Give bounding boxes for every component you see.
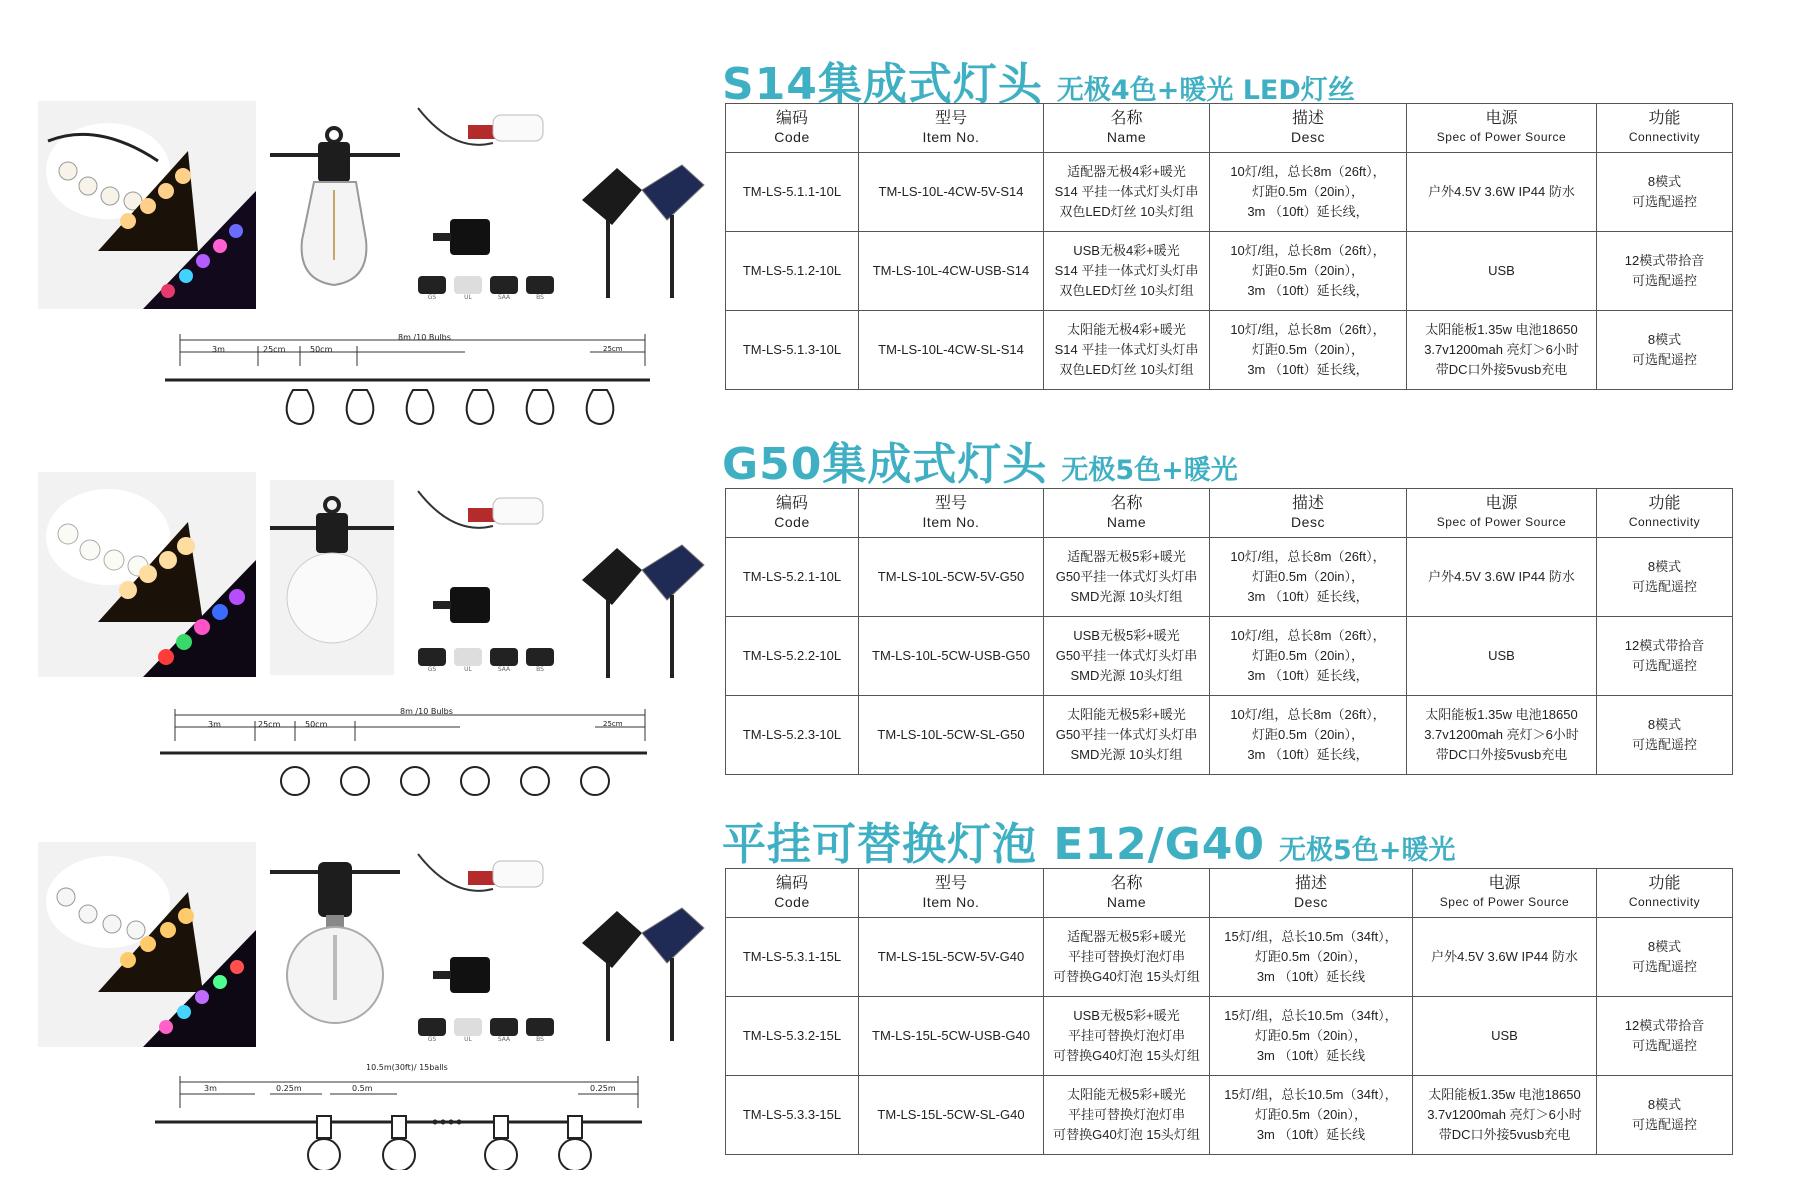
desc-cell-line: 灯距0.5m（20in）， [1255,1107,1367,1122]
function-cell-line: 8模式 [1647,717,1682,732]
plug-icon [490,276,518,294]
plug-icon [454,276,482,294]
name-cell-line: USB无极4彩+暖光 [1073,243,1180,258]
desc-cell-line: 15灯/组，总长10.5m（34ft）， [1224,1087,1398,1102]
spec-table-s14 [725,103,1733,390]
power-cell [1407,311,1597,390]
plug-icon [418,276,446,294]
function-cell-line: 可选配遥控 [1631,658,1697,673]
header-name: 名称 Name [1044,104,1210,153]
item-number-cell: TM-LS-10L-5CW-5V-G50 [859,538,1044,617]
power-cell [1407,696,1597,775]
plug-icon [526,276,554,294]
power-cell-line: 户外4.5V 3.6W IP44 防水 [1428,184,1575,199]
plug-types: GS UL SAA BS [418,648,566,678]
diagram-seg-label: 50cm [310,345,333,354]
name-cell-line: SMD光源 10头灯组 [1070,589,1183,604]
header-code: 编码 Code [726,104,859,153]
name-cell-line: G50平挂一体式灯头灯串 [1055,648,1198,663]
diagram-seg-label: 25cm [603,345,623,353]
name-cell-line: 平挂可替换灯泡灯串 [1067,1107,1185,1122]
desc-cell-line: 3m （10ft）延长线， [1247,668,1369,683]
desc-cell [1210,153,1407,232]
power-cell-line: 带DC口外接5vusb充电 [1438,1127,1571,1142]
header-name: 名称 Name [1044,869,1210,918]
function-cell-line: 12模式带拾音 [1624,638,1705,653]
adapter-photo [428,945,508,1005]
function-cell-line: 可选配遥控 [1631,959,1697,974]
item-number-cell: TM-LS-10L-4CW-SL-S14 [859,311,1044,390]
power-cell-line: 带DC口外接5vusb充电 [1435,362,1568,377]
header-power: 电源 Spec of Power Source [1413,869,1597,918]
desc-cell-line: 10灯/组，总长8m（26ft）， [1230,707,1386,722]
power-cell-line: USB [1488,263,1515,278]
table-row [726,997,1733,1076]
desc-cell-line: 3m （10ft）延长线， [1247,362,1369,377]
header-item: 型号 Item No. [859,869,1044,918]
name-cell [1044,617,1210,696]
desc-cell-line: 3m （10ft）延长线， [1247,204,1369,219]
power-cell-line: 太阳能板1.35w 电池18650 [1428,1087,1581,1102]
function-cell-line: 8模式 [1647,939,1682,954]
code-cell: TM-LS-5.2.1-10L [726,538,859,617]
desc-cell [1210,311,1407,390]
diagram-seg-label: 3m [204,1084,217,1093]
name-cell [1044,311,1210,390]
section-3-title: 平挂可替换灯泡 E12/G40 [722,819,1266,870]
diagram-seg-label: 50cm [305,720,328,729]
power-cell [1407,538,1597,617]
power-cell-line: 带DC口外接5vusb充电 [1435,747,1568,762]
function-cell-line: 8模式 [1647,1097,1682,1112]
adapter-photo [428,575,508,635]
desc-cell-line: 10灯/组，总长8m（26ft）， [1230,243,1386,258]
solar-panel-photo [572,530,707,680]
name-cell-line: 适配器无极5彩+暖光 [1067,549,1186,564]
name-cell [1044,538,1210,617]
header-function: 功能 Connectivity [1597,489,1733,538]
function-cell [1597,311,1733,390]
table-row [726,918,1733,997]
desc-cell [1210,232,1407,311]
header-desc: 描述 Desc [1210,104,1407,153]
function-cell-line: 可选配遥控 [1631,579,1697,594]
function-cell [1597,232,1733,311]
header-desc: 描述 Desc [1210,489,1407,538]
function-cell [1597,617,1733,696]
power-cell [1407,153,1597,232]
section-2-heading [722,428,1238,492]
header-power: 电源 Spec of Power Source [1407,489,1597,538]
function-cell-line: 可选配遥控 [1631,273,1697,288]
function-cell-line: 12模式带拾音 [1624,253,1705,268]
diagram-seg-label: 0.25m [276,1084,302,1093]
header-desc: 描述 Desc [1210,869,1413,918]
diagram-seg-label: 3m [208,720,221,729]
desc-cell-line: 10灯/组，总长8m（26ft）， [1230,628,1386,643]
function-cell [1597,918,1733,997]
header-function: 功能 Connectivity [1597,869,1733,918]
plug-icon [526,1018,554,1036]
name-cell-line: 双色LED灯丝 10头灯组 [1059,283,1194,298]
diagram-seg-label: 0.25m [590,1084,616,1093]
name-cell-line: SMD光源 10头灯组 [1070,747,1183,762]
function-cell-line: 可选配遥控 [1631,737,1697,752]
name-cell [1044,696,1210,775]
power-cell [1413,1076,1597,1155]
header-code: 编码 Code [726,869,859,918]
item-number-cell: TM-LS-15L-5CW-5V-G40 [859,918,1044,997]
spec-table-g40 [725,868,1733,1155]
power-cell-line: USB [1488,648,1515,663]
power-cell [1413,997,1597,1076]
plug-icon [490,648,518,666]
table-header-row [726,869,1733,918]
name-cell [1044,1076,1210,1155]
name-cell-line: 太阳能无极5彩+暖光 [1067,707,1186,722]
table-row [726,232,1733,311]
item-number-cell: TM-LS-15L-5CW-USB-G40 [859,997,1044,1076]
desc-cell-line: 3m （10ft）延长线， [1247,589,1369,604]
name-cell [1044,918,1210,997]
desc-cell [1210,1076,1413,1155]
code-cell: TM-LS-5.2.2-10L [726,617,859,696]
diagram-seg-label: 3m [212,345,225,354]
power-cell [1407,232,1597,311]
table-row [726,1076,1733,1155]
function-cell [1597,153,1733,232]
function-cell-line: 可选配遥控 [1631,1038,1697,1053]
power-cell-line: 3.7v1200mah 亮灯＞6小时 [1424,727,1579,742]
solar-panel-photo [572,893,707,1043]
section-2-subtitle: 无极5色+暖光 [1061,455,1238,486]
length-diagram [155,705,650,805]
section-3-heading [722,808,1455,872]
name-cell-line: USB无极5彩+暖光 [1073,628,1180,643]
function-cell [1597,696,1733,775]
s14-bulb-photo [270,110,400,300]
length-diagram [160,330,650,430]
code-cell: TM-LS-5.1.2-10L [726,232,859,311]
name-cell-line: G50平挂一体式灯头灯串 [1055,727,1198,742]
desc-cell [1210,997,1413,1076]
g40-bulb-photo [270,850,400,1050]
desc-cell-line: 10灯/组，总长8m（26ft）， [1230,164,1386,179]
function-cell [1597,538,1733,617]
desc-cell-line: 灯距0.5m（20in）， [1252,342,1364,357]
plug-types: GS UL SAA BS [418,1018,566,1048]
remote-control-photo [413,849,556,915]
name-cell-line: G50平挂一体式灯头灯串 [1055,569,1198,584]
desc-cell-line: 灯距0.5m（20in）， [1252,727,1364,742]
header-function: 功能 Connectivity [1597,104,1733,153]
item-number-cell: TM-LS-10L-5CW-SL-G50 [859,696,1044,775]
desc-cell-line: 15灯/组，总长10.5m（34ft）， [1224,929,1398,944]
function-cell [1597,997,1733,1076]
name-cell-line: 适配器无极4彩+暖光 [1067,164,1186,179]
name-cell-line: SMD光源 10头灯组 [1070,668,1183,683]
solar-panel-photo [572,150,707,300]
g50-bulb-photo [270,480,394,675]
name-cell-line: 可替换G40灯泡 15头灯组 [1053,1048,1200,1063]
power-cell-line: 户外4.5V 3.6W IP44 防水 [1428,569,1575,584]
header-item: 型号 Item No. [859,489,1044,538]
header-code: 编码 Code [726,489,859,538]
remote-control-photo [413,486,556,552]
power-cell-line: 3.7v1200mah 亮灯＞6小时 [1424,342,1579,357]
function-cell-line: 8模式 [1647,332,1682,347]
desc-cell-line: 灯距0.5m（20in）， [1252,263,1364,278]
desc-cell-line: 10灯/组，总长8m（26ft）， [1230,322,1386,337]
name-cell-line: USB无极5彩+暖光 [1073,1008,1180,1023]
power-cell-line: USB [1491,1028,1518,1043]
function-cell [1597,1076,1733,1155]
power-cell-line: 太阳能板1.35w 电池18650 [1425,322,1578,337]
desc-cell-line: 3m （10ft）延长线 [1256,969,1366,984]
section-1-subtitle: 无极4色+暖光 LED灯丝 [1056,75,1355,106]
name-cell [1044,153,1210,232]
code-cell: TM-LS-5.1.3-10L [726,311,859,390]
power-cell [1413,918,1597,997]
power-cell-line: 3.7v1200mah 亮灯＞6小时 [1427,1107,1582,1122]
name-cell-line: 双色LED灯丝 10头灯组 [1059,204,1194,219]
table-header-row [726,489,1733,538]
section-1-title: S14集成式灯头 [722,59,1043,110]
desc-cell [1210,617,1407,696]
desc-cell-line: 灯距0.5m（20in）， [1252,648,1364,663]
diagram-seg-label: 25cm [603,720,623,728]
diagram-total-label: 8m /10 Bulbs [400,707,453,716]
item-number-cell: TM-LS-10L-4CW-5V-S14 [859,153,1044,232]
plug-icon [454,1018,482,1036]
item-number-cell: TM-LS-10L-4CW-USB-S14 [859,232,1044,311]
item-number-cell: TM-LS-10L-5CW-USB-G50 [859,617,1044,696]
diagram-seg-label: 0.5m [352,1084,373,1093]
desc-cell-line: 灯距0.5m（20in）， [1255,1028,1367,1043]
function-cell-line: 8模式 [1647,174,1682,189]
code-cell: TM-LS-5.3.2-15L [726,997,859,1076]
table-row [726,538,1733,617]
code-cell: TM-LS-5.2.3-10L [726,696,859,775]
function-cell-line: 可选配遥控 [1631,194,1697,209]
power-cell [1407,617,1597,696]
string-lights-photo [38,101,256,309]
power-cell-line: 太阳能板1.35w 电池18650 [1425,707,1578,722]
name-cell-line: S14 平挂一体式灯头灯串 [1054,263,1199,278]
desc-cell-line: 灯距0.5m（20in）， [1252,184,1364,199]
header-name: 名称 Name [1044,489,1210,538]
desc-cell [1210,538,1407,617]
desc-cell [1210,918,1413,997]
adapter-photo [428,207,508,267]
spec-table-g50 [725,488,1733,775]
desc-cell-line: 3m （10ft）延长线， [1247,283,1369,298]
name-cell-line: 可替换G40灯泡 15头灯组 [1053,969,1200,984]
desc-cell-line: 15灯/组，总长10.5m（34ft）， [1224,1008,1398,1023]
name-cell [1044,997,1210,1076]
remote-control-photo [413,103,556,169]
desc-cell-line: 10灯/组，总长8m（26ft）， [1230,549,1386,564]
name-cell-line: 适配器无极5彩+暖光 [1067,929,1186,944]
plug-icon [418,648,446,666]
plug-icon [526,648,554,666]
function-cell-line: 可选配遥控 [1631,352,1697,367]
table-row [726,311,1733,390]
name-cell [1044,232,1210,311]
name-cell-line: 太阳能无极5彩+暖光 [1067,1087,1186,1102]
plug-icon [490,1018,518,1036]
name-cell-line: 太阳能无极4彩+暖光 [1067,322,1186,337]
name-cell-line: 平挂可替换灯泡灯串 [1067,949,1185,964]
string-lights-photo [38,472,256,677]
name-cell-line: 双色LED灯丝 10头灯组 [1059,362,1194,377]
name-cell-line: S14 平挂一体式灯头灯串 [1054,342,1199,357]
desc-cell-line: 灯距0.5m（20in）， [1255,949,1367,964]
code-cell: TM-LS-5.3.1-15L [726,918,859,997]
name-cell-line: 平挂可替换灯泡灯串 [1067,1028,1185,1043]
diagram-total-label: 8m /10 Bulbs [398,333,451,342]
item-number-cell: TM-LS-15L-5CW-SL-G40 [859,1076,1044,1155]
plug-icon [418,1018,446,1036]
section-2-title: G50集成式灯头 [722,439,1048,490]
function-cell-line: 8模式 [1647,559,1682,574]
header-power: 电源 Spec of Power Source [1407,104,1597,153]
desc-cell-line: 3m （10ft）延长线， [1247,747,1369,762]
diagram-total-label: 10.5m(30ft)/ 15balls [366,1063,448,1072]
string-lights-photo [38,842,256,1047]
desc-cell-line: 灯距0.5m（20in）， [1252,569,1364,584]
desc-cell [1210,696,1407,775]
function-cell-line: 12模式带拾音 [1624,1018,1705,1033]
desc-cell-line: 3m （10ft）延长线 [1256,1127,1366,1142]
diagram-seg-label: 25cm [263,345,286,354]
table-row [726,617,1733,696]
code-cell: TM-LS-5.1.1-10L [726,153,859,232]
plug-types: GS UL SAA BS [418,276,566,306]
table-row [726,153,1733,232]
header-item: 型号 Item No. [859,104,1044,153]
section-3-subtitle: 无极5色+暖光 [1279,835,1456,866]
code-cell: TM-LS-5.3.3-15L [726,1076,859,1155]
name-cell-line: S14 平挂一体式灯头灯串 [1054,184,1199,199]
table-header-row [726,104,1733,153]
desc-cell-line: 3m （10ft）延长线 [1256,1048,1366,1063]
plug-icon [454,648,482,666]
function-cell-line: 可选配遥控 [1631,1117,1697,1132]
power-cell-line: 户外4.5V 3.6W IP44 防水 [1431,949,1578,964]
name-cell-line: 可替换G40灯泡 15头灯组 [1053,1127,1200,1142]
diagram-seg-label: 25cm [258,720,281,729]
length-diagram [150,1060,650,1170]
table-row [726,696,1733,775]
